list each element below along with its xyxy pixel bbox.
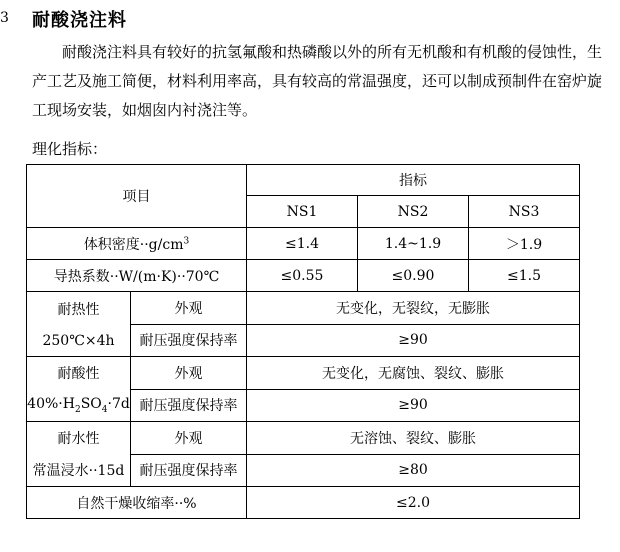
shrinkage-row <box>27 487 580 519</box>
acid-appearance-label: 外观 <box>131 357 247 390</box>
heat-appearance-row <box>27 292 580 325</box>
grade-ns1: NS1 <box>247 196 358 228</box>
heat-appearance-value: 无变化，无裂纹，无膨胀 <box>247 292 580 325</box>
density-label: 体积密度$\cdot\cdot g/cm^3$ <box>27 228 247 260</box>
acid-appearance-row <box>27 357 580 390</box>
conductivity-label: 导热系数··W/(m·K)··70℃ <box>27 260 247 292</box>
water-appearance-label: 外观 <box>131 422 247 455</box>
properties-table <box>26 164 580 519</box>
header-indicator: 指标 <box>247 165 580 196</box>
conductivity-ns2: ≤0.90 <box>358 260 469 292</box>
description-paragraph: 耐酸浇注料具有较好的抗氢氟酸和热磷酸以外的所有无机酸和有机酸的侵蚀性，生产工艺及施工简便，材料利用率高，具有较高的常温强度，还可以制成预制件在窑炉旋工现场安装，如烟囱内衬浇注等。 <box>32 43 603 119</box>
grade-ns2: NS2 <box>358 196 469 228</box>
heat-appearance-label: 外观 <box>131 292 247 325</box>
water-appearance-row <box>27 422 580 455</box>
heat-strength-label: 耐压强度保持率 <box>131 324 247 357</box>
section-title: 耐酸浇注料 <box>32 10 127 31</box>
conductivity-ns1: ≤0.55 <box>247 260 358 292</box>
acid-label: 耐酸性 $40\%\cdot H_2SO_4\cdot 7d$ <box>27 357 131 422</box>
heat-strength-value: ≥90 <box>247 324 580 357</box>
density-ns3: ＞1.9 <box>469 228 580 260</box>
conductivity-row <box>27 260 580 292</box>
properties-subtitle: 理化指标： <box>32 140 108 158</box>
header-item: 项目 <box>27 165 247 228</box>
shrinkage-label: 自然干燥收缩率··% <box>27 487 247 519</box>
conductivity-ns3: ≤1.5 <box>469 260 580 292</box>
density-ns2: 1.4~1.9 <box>358 228 469 260</box>
heat-label: 耐热性 250℃×4h <box>27 292 131 357</box>
water-strength-label: 耐压强度保持率 <box>131 454 247 487</box>
section-marker: 3 <box>0 10 9 26</box>
acid-strength-label: 耐压强度保持率 <box>131 389 247 422</box>
grade-ns3: NS3 <box>469 196 580 228</box>
acid-appearance-value: 无变化，无腐蚀、裂纹、膨胀 <box>247 357 580 390</box>
water-appearance-value: 无溶蚀、裂纹、膨胀 <box>247 422 580 455</box>
acid-strength-value: ≥90 <box>247 389 580 422</box>
shrinkage-value: ≤2.0 <box>247 487 580 519</box>
water-strength-value: ≥80 <box>247 454 580 487</box>
table-header-row <box>27 165 580 196</box>
density-row <box>27 228 580 260</box>
density-ns1: ≤1.4 <box>247 228 358 260</box>
water-label: 耐水性 常温浸水··15d <box>27 422 131 487</box>
